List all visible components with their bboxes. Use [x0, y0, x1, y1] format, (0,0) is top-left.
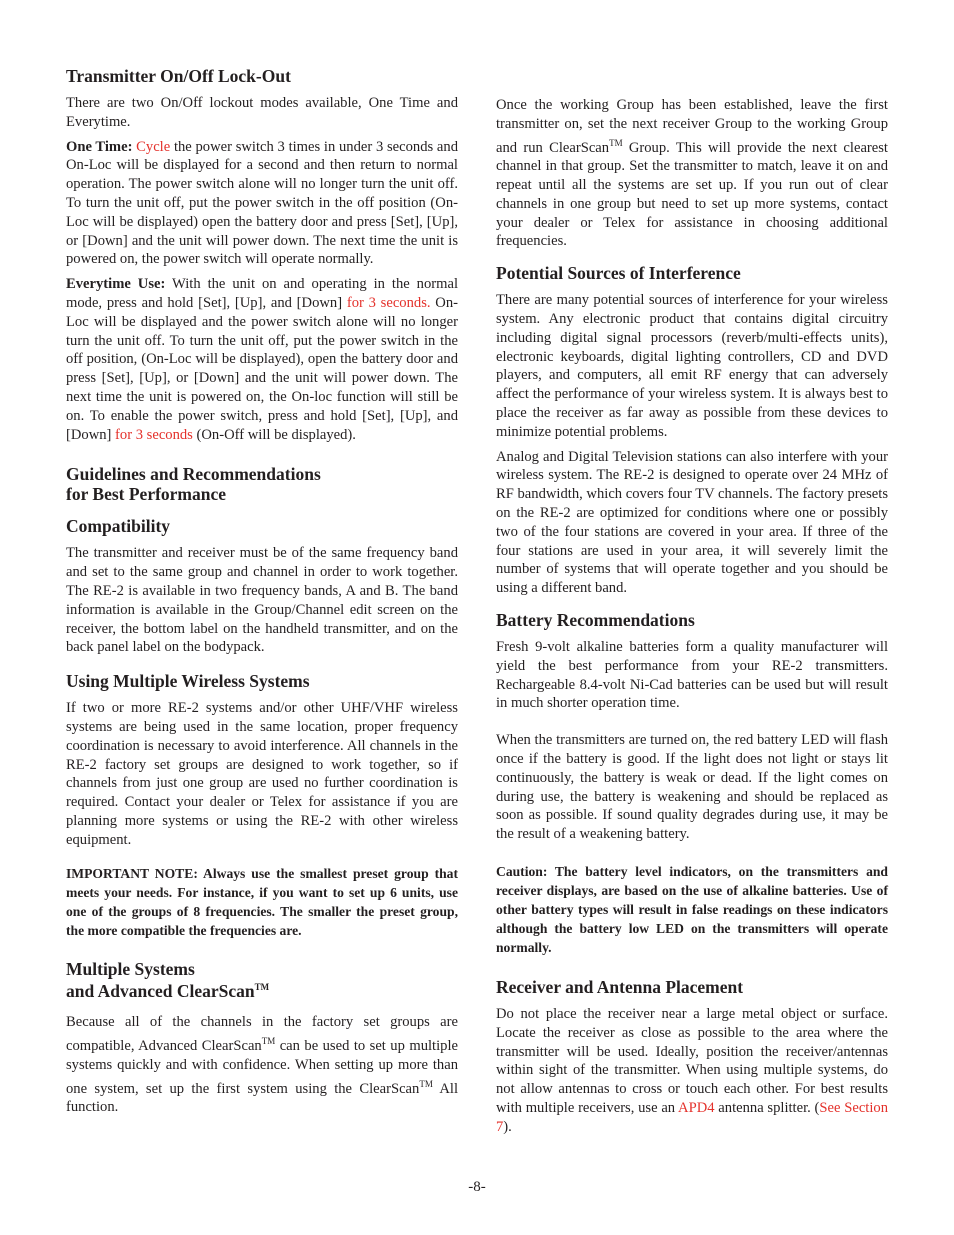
important-note: IMPORTANT NOTE: Always use the smallest preset group that meets your needs. For instance, if you want to set up 6 units, use one of the groups of 8 frequencies. The smaller the preset group, the more compatible the frequencies are.	[66, 865, 458, 938]
trademark-mark: TM	[419, 1078, 433, 1089]
placement-text-b: antenna splitter. (	[714, 1099, 820, 1116]
clearscan-line-2: and Advanced ClearScan	[66, 980, 255, 1001]
page-number: -8-	[468, 1179, 486, 1195]
left-column	[66, 66, 458, 1123]
heading-placement: Receiver and Antenna Placement	[496, 976, 744, 997]
para-compatibility: The transmitter and receiver must be of the same frequency band and set to the same group and channel in order to work together. The RE-2 is available in two frequency bands, A and B. The band information is available in the Group/Channel edit screen on the receiver, the bottom label on the handheld transmitter, and on the back panel label on the bodypack.	[66, 545, 458, 656]
see-section-link[interactable]: See Section 7	[496, 1099, 888, 1135]
placement-text-c: ).	[503, 1118, 512, 1135]
one-time-label: One Time:	[66, 138, 133, 155]
for-3-seconds-link-1[interactable]: for 3 seconds.	[346, 294, 431, 311]
clearscan-text-a: Because all of the channels in the factory set groups are compatible, Advanced ClearScan	[66, 1014, 458, 1054]
guidelines-line-1: Guidelines and Recommendations	[66, 464, 321, 485]
caution-note: Caution: The battery level indicators, on the transmitters and receiver displays, are based on the use of alkaline batteries. Use of other battery types will result in false readings on these indicators although the battery low LED on the transmitters will operate normally.	[496, 863, 888, 955]
heading-compatibility: Compatibility	[66, 516, 171, 537]
right-column	[496, 96, 888, 1143]
heading-battery: Battery Recommendations	[496, 609, 695, 630]
heading-interference: Potential Sources of Interference	[496, 263, 741, 284]
trademark-mark: TM	[261, 1036, 276, 1047]
heading-lockout: Transmitter On/Off Lock-Out	[66, 66, 291, 86]
para-multiple-systems: If two or more RE-2 systems and/or other UHF/VHF wireless systems are being used in the same location, proper frequency coordination is necessary to avoid interference. All channels in the RE-2 factory set groups are designed to work together, so if channels from just one group are used no further coordination is required. Contact your dealer or Telex for assistance if you are planning more systems or using the RE-2 with other wireless equipment.	[66, 700, 458, 848]
para-placement	[496, 1005, 888, 1137]
para-lockout-intro: There are two On/Off lockout modes available, One Time and Everytime.	[66, 95, 458, 130]
everytime-label: Everytime Use:	[66, 276, 166, 293]
everytime-text-1: With the unit on and operating in the normal mode, press and hold [Set], [Up], and [Down]	[66, 276, 458, 311]
para-working-group	[496, 96, 888, 251]
para-everytime	[66, 275, 458, 444]
guidelines-line-2: for Best Performance	[66, 484, 227, 505]
placement-text-a: Do not place the receiver near a large metal object or surface. Locate the receiver as close as possible to the area where the transmitter will be used. Ideally, position the receiver/antennas within sight of the transmitter. When using multiple systems, do not allow antennas to cross or touch each other. For best results with multiple receivers, use an	[496, 1005, 888, 1116]
group-text-b: Group. This will provide the next clearest channel in that group. Set the transmitter to match, leave it on and repeat until all the systems are set up. If you run out of clear channels in one group but need to set up more systems, contact your dealer or Telex for assistance in choosing additional frequencies.	[496, 139, 888, 250]
one-time-text: the power switch 3 times in under 3 seconds and On-Loc will be displayed for a second and then return to normal operation. The power switch alone will no longer turn the unit off. To turn the unit off, put the power switch in the off position (On-Loc will be displayed) open the battery door and press [Set], [Up], or [Down] and the unit will power down. The next time the unit is powered on, the power switch will operate normally.	[66, 138, 458, 268]
apd4-link[interactable]: APD4	[678, 1099, 715, 1116]
for-3-seconds-link-2[interactable]: for 3 seconds	[115, 426, 193, 443]
para-battery-led: When the transmitters are turned on, the red battery LED will flash once if the battery is good. If the light does not light or stays lit continuously, the battery is weak or dead. If the light comes on during use, the battery is weakening and should be replaced as soon as possible. If sound quality degrades during use, it may be the result of a weakening battery.	[496, 732, 888, 843]
group-text-a: Once the working Group has been established, leave the first transmitter on, set the next receiver Group to the working Group and run ClearScan	[496, 97, 888, 156]
para-television: Analog and Digital Television stations can also interfere with your wireless system. The RE-2 is designed to operate over 24 MHz of RF bandwidth, which covers four TV channels. The factory presets on the RE-2 are optimized for conditions where one or possibly two of the four stations are covered in your area. If three of the four stations are used in your area, it will severely limit the number of systems that will operate together and you should be using a different band.	[496, 448, 888, 597]
clearscan-text-c: All function.	[66, 1080, 458, 1116]
heading-clearscan	[66, 960, 458, 1000]
para-one-time	[66, 138, 458, 270]
clearscan-text-b: can be used to set up multiple systems quickly and with confidence. When setting up more than one system, set up the first system using the ClearScan	[66, 1037, 458, 1097]
para-battery: Fresh 9-volt alkaline batteries form a quality manufacturer will yield the best performance from your RE-2 transmitters. Rechargeable 8.4-volt Ni-Cad batteries can be used but will result in much shorter operation time.	[496, 638, 888, 712]
heading-guidelines	[66, 464, 458, 504]
heading-multiple-systems: Using Multiple Wireless Systems	[66, 671, 310, 692]
clearscan-line-1: Multiple Systems	[66, 958, 195, 979]
everytime-text-3: (On-Off will be displayed).	[192, 426, 356, 443]
trademark-mark: TM	[254, 981, 270, 992]
para-interference: There are many potential sources of interference for your wireless system. Any electronic product that contains digital circuitry including digital signal processors (reverb/multi-effects units), electronic keyboards, digital lighting controllers, CD and DVD players, and computers, all emit RF energy that can adversely affect the performance of your wireless system. It is always best to place the receiver as far away as possible from these devices to minimize potential problems.	[496, 292, 888, 440]
everytime-text-2: On-Loc will be displayed and the power switch alone will no longer turn the unit off. To turn the unit off, put the power switch in the off position, (On-Loc will be displayed), open the battery door and press [Set], [Up], or [Down] and the unit will power down. The next time the unit is powered on, the On-loc function will still be on. To enable the power switch, press and hold [Set], [Up], and [Down]	[66, 294, 458, 443]
cycle-link[interactable]: Cycle	[136, 138, 171, 155]
para-clearscan	[66, 1013, 458, 1117]
trademark-mark: TM	[609, 137, 623, 148]
